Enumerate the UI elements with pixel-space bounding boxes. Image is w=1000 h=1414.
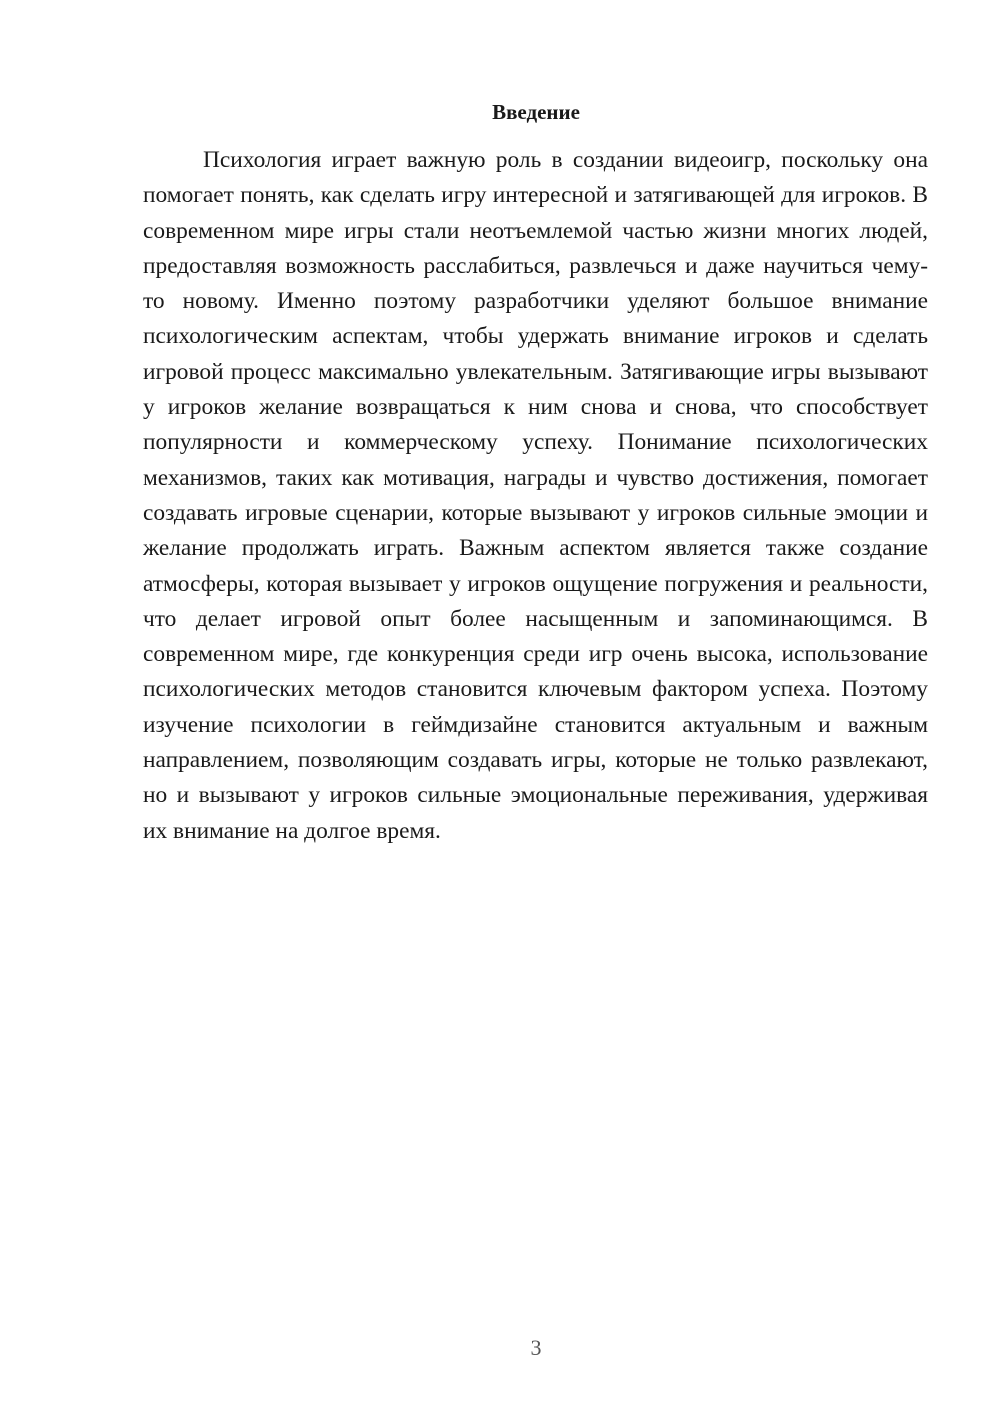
page-number: 3 [530, 1335, 542, 1360]
body-paragraph: Психология играет важную роль в создании видеоигр, поскольку она помогает понять, как сделать игру интересной и затягивающей для игроков. В современном мире игры стали неотъемлемой частью жизни многих людей, предоставляя возможность расслабиться, развлечься и даже научиться чему-то новому. Именно поэтому разработчики уделяют большое внимание психологическим аспектам, чтобы удержать внимание игроков и сделать игровой процесс максимально увлекательным. Затягивающие игры вызывают у игроков желание возвращаться к ним снова и снова, что способствует популярности и коммерческому успеху. Понимание психологических механизмов, таких как мотивация, награды и чувство достижения, помогает создавать игровые сценарии, которые вызывают у игроков сильные эмоции и желание продолжать играть. Важным аспектом является также создание атмосферы, которая вызывает у игроков ощущение погружения и реальности, что делает игровой опыт более насыщенным и запоминающимся. В современном мире, где конкуренция среди игр очень высока, использование психологических методов становится ключевым фактором успеха. Поэтому изучение психологии в геймдизайне становится актуальным и важным направлением, позволяющим создавать игры, которые не только развлекают, но и вызывают у игроков сильные эмоциональные переживания, удерживая их внимание на долгое время. [143, 147, 928, 844]
section-heading: Введение [492, 100, 580, 124]
